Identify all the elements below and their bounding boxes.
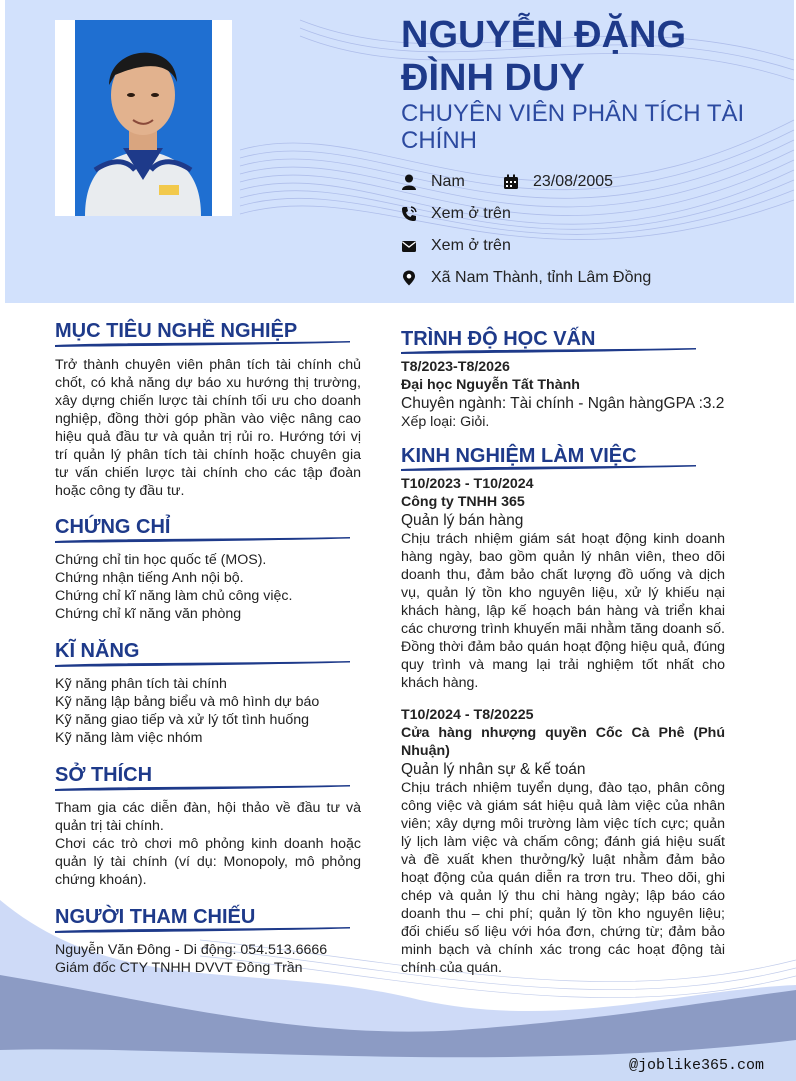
education-rank: Xếp loại: Giỏi.	[401, 414, 490, 430]
experience-job-2	[401, 706, 725, 977]
skill-item: Kỹ năng phân tích tài chính	[55, 676, 227, 692]
education-block	[401, 358, 731, 431]
experience-underline	[401, 464, 696, 472]
job-company: Công ty TNHH 365	[401, 494, 525, 510]
skills-title: KĨ NĂNG	[55, 640, 140, 662]
hobbies-title: SỞ THÍCH	[55, 764, 153, 786]
address-value: Xã Nam Thành, tỉnh Lâm Đồng	[431, 269, 652, 286]
education-major: Chuyên ngành: Tài chính - Ngân hàngGPA :3.2	[401, 395, 725, 412]
skill-item: Kỹ năng giao tiếp và xử lý tốt tình huống	[55, 712, 310, 728]
education-period: T8/2023-T8/2026	[401, 359, 510, 375]
email-row	[401, 236, 511, 256]
calendar-icon	[503, 174, 519, 190]
job-period: T10/2023 - T10/2024	[401, 476, 534, 492]
phone-row	[401, 204, 511, 224]
skills-underline	[55, 660, 350, 668]
education-title: TRÌNH ĐỘ HỌC VẤN	[401, 328, 596, 350]
certificate-item: Chứng nhận tiếng Anh nội bộ.	[55, 570, 244, 586]
phone-icon	[401, 206, 417, 222]
map-pin-icon	[401, 270, 417, 286]
job-role: Quản lý nhân sự & kế toán	[401, 761, 586, 778]
job-description: Chịu trách nhiệm tuyển dụng, đào tạo, phân công công việc và giám sát hiệu quả làm việc của nhân viên; xây dựng môi trường làm việc tích cực; quản lý lịch làm việc và chấm công; đánh giá hiệu suất và đề xuất khen thưởng/kỷ luật nhằm đảm bảo hoạt động của quán diễn ra trơn tru. Theo dõi, ghi chép và quản lý thu chi hàng ngày; lập báo cáo doanh thu – chi phí; quản lý tồn kho nguyên liệu; đối chiếu số liệu với hóa đơn, chứng từ; đảm bảo minh bạch và chính xác trong các hoạt động tài chính của quán.	[401, 780, 725, 976]
skill-item: Kỹ năng lập bảng biểu và mô hình dự báo	[55, 694, 320, 710]
certificate-item: Chứng chỉ tin học quốc tế (MOS).	[55, 552, 267, 568]
education-underline	[401, 347, 696, 355]
career-objective-underline	[55, 340, 350, 348]
envelope-icon	[401, 238, 417, 254]
phone-value: Xem ở trên	[431, 205, 511, 222]
job-role: Quản lý bán hàng	[401, 512, 524, 529]
certificates-list	[55, 551, 361, 623]
certificates-title: CHỨNG CHỈ	[55, 516, 171, 538]
job-title: CHUYÊN VIÊN PHÂN TÍCH TÀI CHÍNH	[401, 100, 745, 154]
career-objective-title: MỤC TIÊU NGHỀ NGHIỆP	[55, 320, 298, 342]
hobby-item: Tham gia các diễn đàn, hội thảo về đầu tư và quản trị tài chính.	[55, 800, 361, 834]
certificate-item: Chứng chỉ kĩ năng làm chủ công việc.	[55, 588, 293, 604]
career-objective-text: Trở thành chuyên viên phân tích tài chính chủ chốt, có khả năng dự báo xu hướng thị trường, xây dựng chiến lược tài chính tối ưu cho doanh nghiệp, đồng thời góp phần vào việc nâng cao hiệu quả đầu tư và quản trị rủi ro. Hướng tới vị trí quản lý phân tích tài chính hoặc chuyên gia tư vấn chiến lược tài chính cho các tập đoàn hoặc công ty đầu tư.	[55, 357, 361, 499]
experience-title: KINH NGHIỆM LÀM VIỆC	[401, 445, 637, 467]
experience-job-1	[401, 475, 725, 692]
skills-list	[55, 675, 361, 747]
job-company: Cửa hàng nhượng quyền Cốc Cà Phê (Phú Nhuận)	[401, 725, 725, 759]
birthday-value: 23/08/2005	[533, 173, 614, 190]
job-description: Chịu trách nhiệm giám sát hoạt động kinh doanh hàng ngày, bao gồm quản lý nhân viên, theo dõi doanh thu, đảm bảo chất lượng đồ uống và dịch vụ, quản lý tồn kho nguyên liệu, xử lý khiếu nại khách hàng, lập kế hoạch bán hàng và triển khai các chương trình khuyến mãi nhằm tăng doanh số. Đồng thời đảm bảo quán hoạt động hiệu quả, đúng quy trình và mang lại trải nghiệm tốt nhất cho khách hàng.	[401, 531, 725, 691]
birthday-row	[503, 172, 613, 192]
references-title: NGƯỜI THAM CHIẾU	[55, 906, 256, 928]
reference-item: Nguyễn Văn Đông - Di động: 054.513.6666	[55, 942, 328, 958]
hobbies-list	[55, 799, 361, 889]
site-watermark: @joblike365.com	[628, 1057, 764, 1074]
job-period: T10/2024 - T8/20225	[401, 707, 534, 723]
hobby-item: Chơi các trò chơi mô phỏng kinh doanh hoặc quản lý tài chính (ví dụ: Monopoly, mô phỏng chứng khoán).	[55, 836, 361, 888]
candidate-name: NGUYỄN ĐẶNG ĐÌNH DUY	[401, 14, 687, 99]
hobbies-underline	[55, 784, 350, 792]
references-underline	[55, 926, 350, 934]
address-row	[401, 268, 651, 288]
profile-photo	[55, 20, 232, 216]
reference-item: Giám đốc CTY TNHH DVVT Đông Trần	[55, 960, 303, 976]
person-icon	[401, 174, 417, 190]
gender-row	[401, 172, 465, 192]
education-school: Đại học Nguyễn Tất Thành	[401, 377, 580, 393]
skill-item: Kỹ năng làm việc nhóm	[55, 730, 203, 746]
gender-value: Nam	[431, 173, 465, 190]
certificate-item: Chứng chỉ kĩ năng văn phòng	[55, 606, 242, 622]
email-value: Xem ở trên	[431, 237, 511, 254]
certificates-underline	[55, 536, 350, 544]
references-list	[55, 941, 361, 977]
